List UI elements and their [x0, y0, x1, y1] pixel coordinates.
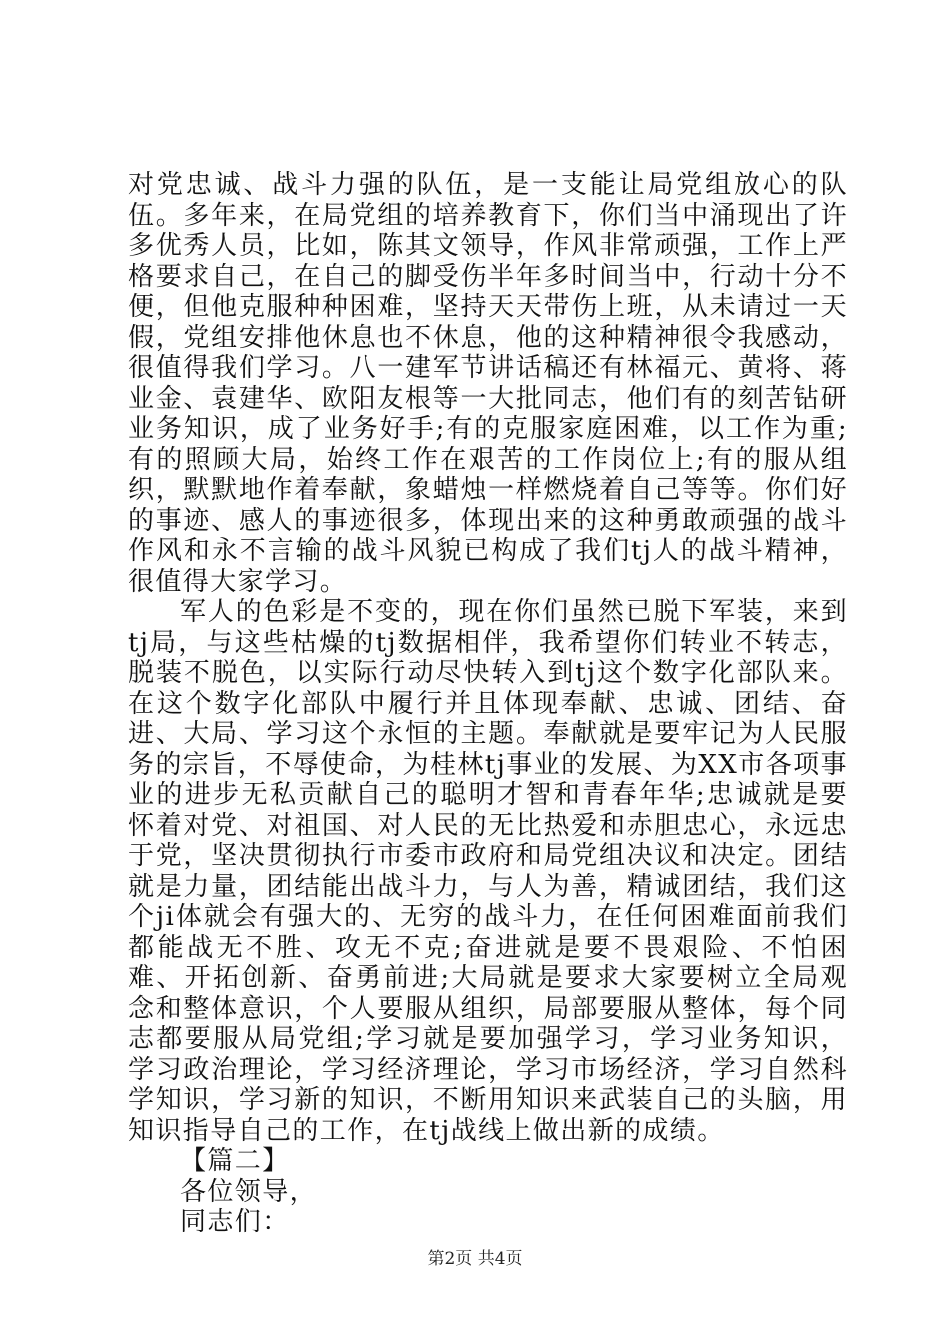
salutation-comrades: 同志们： [180, 1207, 290, 1237]
section-heading: 【篇二】 [180, 1146, 290, 1176]
body-paragraph-2: 军人的色彩是不变的，现在你们虽然已脱下军装，来到tj局，与这些枯燥的tj数据相伴，我希望你们转业不转志，脱装不脱色，以实际行动尽快转入到tj这个数字化部队来。在这个数字化部队中履行并且体现奉献、忠诚、团结、奋进、大局、学习这个永恒的主题。奉献就是要牢记为人民服务的宗旨，不辱使命，为桂林tj事业的发展、为XX市各项事业的进步无私贡献自己的聪明才智和青春年华;忠诚就是要怀着对党、对祖国、对人民的无比热爱和赤胆忠心，永远忠于党，坚决贯彻执行市委市政府和局党组决议和决定。团结就是力量，团结能出战斗力，与人为善，精诚团结，我们这个ji体就会有强大的、无穷的战斗力，在任何困难面前我们都能战无不胜、攻无不克;奋进就是要不畏艰险、不怕困难、开拓创新、奋勇前进;大局就是要求大家要树立全局观念和整体意识，个人要服从组织，局部要服从整体，每个同志都要服从局党组;学习就是要加强学习，学习业务知识，学习政治理论，学习经济理论，学习市场经济，学习自然科学知识，学习新的知识，不断用知识来武装自己的头脑，用知识指导自己的工作，在tj战线上做出新的成绩。 [128, 597, 848, 1146]
page-number-footer: 第2页 共4页 [427, 1249, 523, 1269]
salutation-leaders: 各位领导， [180, 1176, 318, 1207]
body-paragraph-1: 对党忠诚、战斗力强的队伍，是一支能让局党组放心的队伍。多年来，在局党组的培养教育下，你们当中涌现出了许多优秀人员，比如，陈其文领导，作风非常顽强，工作上严格要求自己，在自己的脚受伤半年多时间当中，行动十分不便，但他克服种种困难，坚持天天带伤上班，从未请过一天假，党组安排他休息也不休息，他的这种精神很令我感动，很值得我们学习。八一建军节讲话稿还有林福元、黄将、蒋业金、袁建华、欧阳友根等一大批同志，他们有的刻苦钻研业务知识，成了业务好手;有的克服家庭困难，以工作为重;有的照顾大局，始终工作在艰苦的工作岗位上;有的服从组织，默默地作着奉献，象蜡烛一样燃烧着自己等等。你们好的事迹、感人的事迹很多，体现出来的这种勇敢顽强的战斗作风和永不言输的战斗风貌已构成了我们tj人的战斗精神，很值得大家学习。 [128, 170, 848, 597]
document-body [128, 170, 848, 1238]
